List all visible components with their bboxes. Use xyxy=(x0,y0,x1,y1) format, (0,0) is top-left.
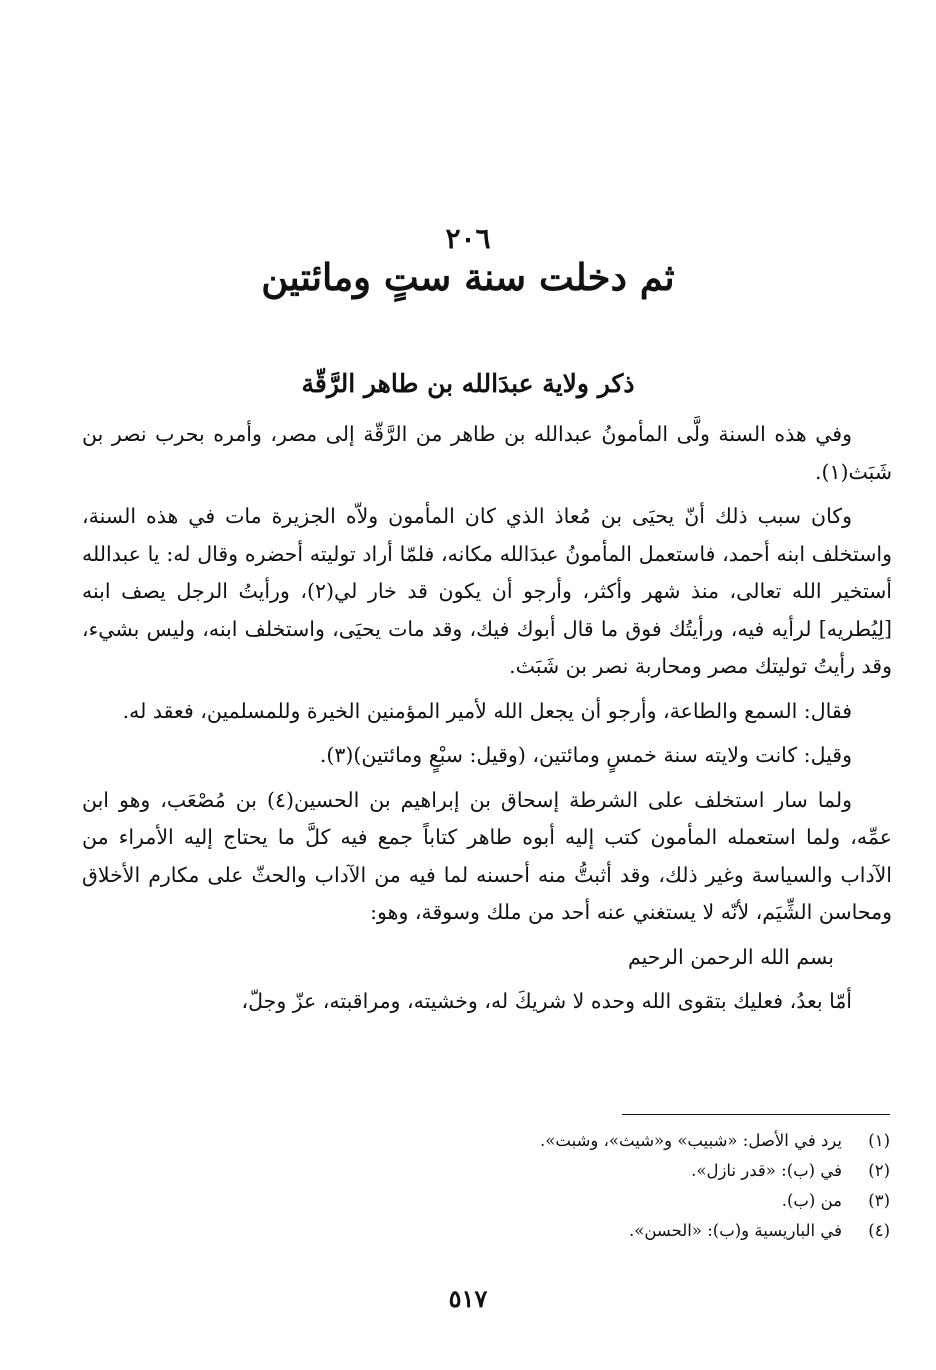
footnote-number: (٣) xyxy=(868,1191,890,1210)
paragraph: ولما سار استخلف على الشرطة إسحاق بن إبراهيم بن الحسين(٤) بن مُصْعَب، وهو ابن عمِّه، ولما استعمله المأمون كتب إليه أبوه طاهر كتاباً جمع فيه كلَّ ما يحتاج إليه الأمراء من الآداب والسياسة وغير ذلك، وقد أثبتُّ منه أحسنه لما فيه من الآداب والحثّ على مكارم الأخلاق ومحاسن الشِّيَم، لأنّه لا يستغني عنه أحد من ملك وسوقة، وهو: xyxy=(82,787,892,924)
paragraph: وفي هذه السنة ولَّى المأمونُ عبدالله بن طاهر من الرَّقّة إلى مصر، وأمره بحرب نصر بن شَبَث(١). xyxy=(82,422,892,484)
footnote-text: من (ب). xyxy=(781,1191,842,1210)
footnote-text: يرد في الأصل: «شبيب» و«شيث»، وشبت». xyxy=(540,1131,842,1150)
section-heading: ذكر ولاية عبدَالله بن طاهر الرَّقّة xyxy=(301,369,635,398)
basmala: بسم الله الرحمن الرحيم xyxy=(627,944,834,969)
footnote-text: في (ب): «قدر نازل». xyxy=(691,1161,842,1180)
footnotes xyxy=(110,1126,890,1246)
chapter-number: ٢٠٦ xyxy=(445,222,491,255)
body-text xyxy=(82,416,892,1028)
chapter-title: ثم دخلت سنة ستٍ ومائتين xyxy=(261,255,675,299)
footnote xyxy=(110,1186,890,1216)
footnote-number: (١) xyxy=(868,1131,890,1150)
footnote xyxy=(110,1216,890,1246)
paragraph: وقيل: كانت ولايته سنة خمسٍ ومائتين، (وقيل: سبْعٍ ومائتين)(٣). xyxy=(319,743,852,767)
footnote xyxy=(110,1126,890,1156)
footnote-divider xyxy=(622,1114,890,1115)
paragraph: أمّا بعدُ، فعليك بتقوى الله وحده لا شريكَ له، وخشيته، ومراقبته، عزّ وجلّ، xyxy=(241,989,852,1013)
footnote xyxy=(110,1156,890,1186)
paragraph: وكان سبب ذلك أنّ يحيَى بن مُعاذ الذي كان المأمون ولاّه الجزيرة مات في هذه السنة، واستخلف ابنه أحمد، فاستعمل المأمونُ عبدَالله مكانه، فلمّا أراد توليته أحضره وقال له: يا عبدالله أستخير الله تعالى، منذ شهر وأكثر، وأرجو أن يكون قد خار لي(٢)، ورأيتُ الرجل يصف ابنه [لِيُطريه] لرأيه فيه، ورأيتُك فوق ما قال أبوك فيك، وقد مات يحيَى، واستخلف ابنه، وليس بشيء، وقد رأيتُ توليتك مصر ومحاربة نصر بن شَبَث. xyxy=(82,504,893,678)
footnote-text: في الباريسية و(ب): «الحسن». xyxy=(628,1221,842,1240)
paragraph: فقال: السمع والطاعة، وأرجو أن يجعل الله لأمير المؤمنين الخيرة وللمسلمين، فعقد له. xyxy=(122,698,852,723)
page-number: ٥١٧ xyxy=(448,1284,488,1313)
footnote-number: (٤) xyxy=(868,1221,890,1240)
footnote-number: (٢) xyxy=(868,1161,890,1180)
